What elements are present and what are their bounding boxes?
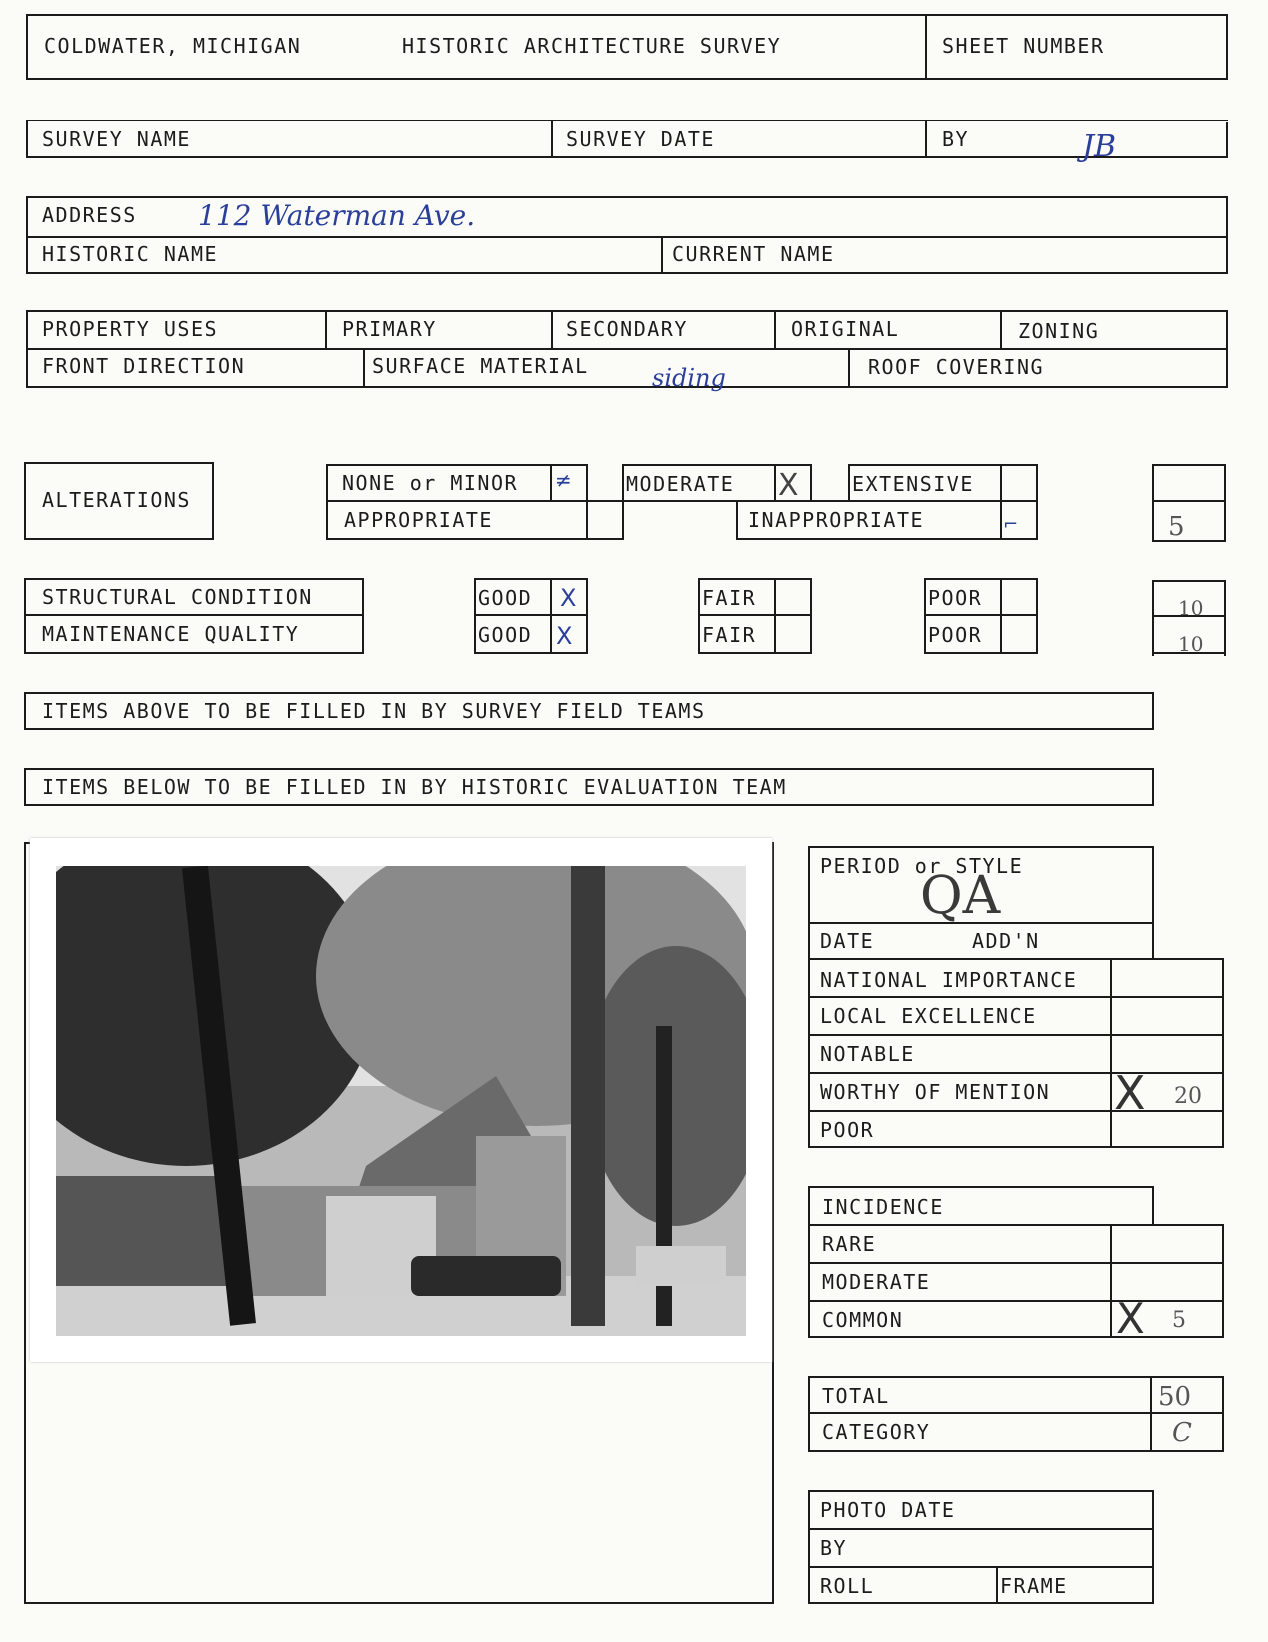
inappropriate-label: INAPPROPRIATE xyxy=(748,508,925,532)
maintenance-score: 10 xyxy=(1178,632,1204,656)
divider xyxy=(808,1528,1154,1530)
maintenance-good-mark: X xyxy=(556,622,573,650)
divider xyxy=(1150,1376,1152,1452)
original-label: ORIGINAL xyxy=(791,317,900,341)
divider xyxy=(24,614,364,616)
divider xyxy=(1000,464,1002,502)
survey-name-label: SURVEY NAME xyxy=(42,127,191,151)
none-minor-scribble: ≠ xyxy=(555,468,572,492)
divider xyxy=(808,1262,1224,1264)
divider xyxy=(550,464,552,502)
common-label: COMMON xyxy=(822,1308,904,1332)
divider xyxy=(774,578,776,654)
maintenance-quality-label: MAINTENANCE QUALITY xyxy=(42,622,300,646)
divider xyxy=(1000,578,1002,654)
address-label: ADDRESS xyxy=(42,203,137,227)
divider xyxy=(1226,122,1228,158)
photo-date-label: PHOTO DATE xyxy=(820,1498,956,1522)
by-label: BY xyxy=(942,127,970,151)
none-minor-label: NONE or MINOR xyxy=(342,471,519,495)
historic-name-label: HISTORIC NAME xyxy=(42,242,219,266)
structural-good-mark: X xyxy=(560,584,577,612)
fair-label-maintenance: FAIR xyxy=(702,623,757,647)
divider xyxy=(661,236,663,274)
national-importance-label: NATIONAL IMPORTANCE xyxy=(820,968,1078,992)
alterations-score: 5 xyxy=(1168,512,1185,542)
period-style-label: PERIOD or STYLE xyxy=(820,854,1024,878)
worthy-score: 20 xyxy=(1174,1084,1202,1109)
items-above-note: ITEMS ABOVE TO BE FILLED IN BY SURVEY FIELD TEAMS xyxy=(42,699,706,723)
divider xyxy=(808,1412,1224,1414)
divider xyxy=(924,614,1038,616)
divider xyxy=(1000,310,1002,348)
moderate-label: MODERATE xyxy=(626,472,735,496)
incidence-moderate-label: MODERATE xyxy=(822,1270,931,1294)
divider xyxy=(808,1110,1224,1112)
alterations-score-box xyxy=(1152,464,1226,542)
roof-covering-label: ROOF COVERING xyxy=(868,355,1045,379)
total-value: 50 xyxy=(1158,1382,1192,1412)
header-city: COLDWATER, MICHIGAN xyxy=(44,34,302,58)
divider xyxy=(551,120,553,158)
common-mark: X xyxy=(1116,1294,1145,1343)
worthy-mark: X xyxy=(1114,1066,1146,1120)
total-label: TOTAL xyxy=(822,1384,890,1408)
divider xyxy=(925,120,927,158)
addn-label: ADD'N xyxy=(972,929,1040,953)
divider xyxy=(550,578,552,654)
divider xyxy=(1226,312,1228,388)
divider xyxy=(1110,958,1112,1148)
surface-material-label: SURFACE MATERIAL xyxy=(372,354,589,378)
divider xyxy=(1110,1224,1112,1338)
divider xyxy=(474,614,588,616)
divider xyxy=(808,996,1224,998)
date-label: DATE xyxy=(820,929,875,953)
divider xyxy=(848,348,850,388)
front-direction-label: FRONT DIRECTION xyxy=(42,354,246,378)
house-photo-image xyxy=(56,866,746,1336)
structural-condition-label: STRUCTURAL CONDITION xyxy=(42,585,313,609)
good-label-maintenance: GOOD xyxy=(478,623,533,647)
divider xyxy=(26,348,1228,350)
category-value: C xyxy=(1172,1418,1192,1448)
divider xyxy=(774,464,776,502)
incidence-label: INCIDENCE xyxy=(822,1195,944,1219)
house-photo xyxy=(30,838,772,1362)
sheet-number-label: SHEET NUMBER xyxy=(942,34,1105,58)
photo-by-label: BY xyxy=(820,1536,848,1560)
appropriate-label: APPROPRIATE xyxy=(344,508,493,532)
notable-label: NOTABLE xyxy=(820,1042,915,1066)
divider xyxy=(1152,500,1226,502)
good-label-structural: GOOD xyxy=(478,586,533,610)
divider xyxy=(808,1034,1224,1036)
divider xyxy=(586,500,588,540)
worthy-of-mention-label: WORTHY OF MENTION xyxy=(820,1080,1051,1104)
current-name-label: CURRENT NAME xyxy=(672,242,835,266)
divider xyxy=(1152,580,1226,582)
alterations-label: ALTERATIONS xyxy=(42,488,191,512)
divider xyxy=(925,14,927,80)
divider xyxy=(774,310,776,348)
frame-label: FRAME xyxy=(1000,1574,1068,1598)
divider xyxy=(808,1072,1224,1074)
structural-score: 10 xyxy=(1178,596,1204,620)
divider xyxy=(325,310,327,348)
zoning-label: ZONING xyxy=(1018,319,1100,343)
primary-label: PRIMARY xyxy=(342,317,437,341)
surface-material-value: siding xyxy=(652,364,726,392)
divider xyxy=(363,348,365,388)
extensive-label: EXTENSIVE xyxy=(852,472,974,496)
roll-label: ROLL xyxy=(820,1574,875,1598)
rare-label: RARE xyxy=(822,1232,877,1256)
inappropriate-tick: ⌐ xyxy=(1003,514,1019,535)
period-style-value: QA xyxy=(920,866,1001,926)
divider xyxy=(26,236,1228,238)
address-value: 112 Waterman Ave. xyxy=(198,199,476,232)
poor-label-structural: POOR xyxy=(928,586,983,610)
divider xyxy=(808,1566,1154,1568)
fair-label-structural: FAIR xyxy=(702,586,757,610)
divider xyxy=(1000,500,1002,540)
secondary-label: SECONDARY xyxy=(566,317,688,341)
survey-date-label: SURVEY DATE xyxy=(566,127,715,151)
category-label: CATEGORY xyxy=(822,1420,931,1444)
items-below-note: ITEMS BELOW TO BE FILLED IN BY HISTORIC EVALUATION TEAM xyxy=(42,775,787,799)
eval-poor-label: POOR xyxy=(820,1118,875,1142)
by-initials: JB xyxy=(1082,129,1117,164)
divider xyxy=(698,614,812,616)
moderate-mark: X xyxy=(778,468,799,503)
divider xyxy=(551,310,553,348)
divider xyxy=(808,1300,1224,1302)
property-uses-label: PROPERTY USES xyxy=(42,317,219,341)
header-title: HISTORIC ARCHITECTURE SURVEY xyxy=(402,34,782,58)
common-score: 5 xyxy=(1172,1308,1186,1333)
poor-label-maintenance: POOR xyxy=(928,623,983,647)
local-excellence-label: LOCAL EXCELLENCE xyxy=(820,1004,1037,1028)
divider xyxy=(996,1566,998,1604)
